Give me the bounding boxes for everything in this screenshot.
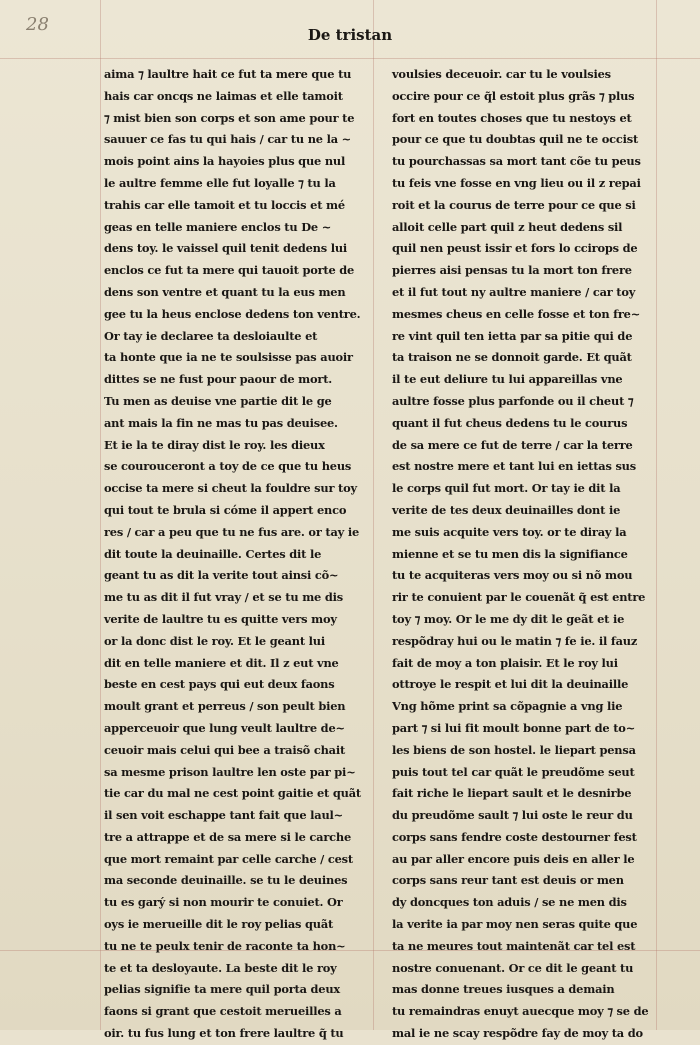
- text-line: il sen voit eschappe tant fait que laul~: [104, 808, 344, 823]
- text-line: respõdray hui ou le matin ⁊ fe ie. il fauz: [392, 633, 638, 648]
- text-line: trahis car elle tamoit et tu loccis et mé: [104, 197, 345, 212]
- text-line: ottroye le respit et lui dit la deuinaille: [392, 677, 629, 692]
- text-line: nostre conuenant. Or ce dit le geant tu: [392, 960, 634, 975]
- text-line: part ⁊ si lui fit moult bonne part de to~: [392, 720, 636, 735]
- text-line: alloit celle part quil z heut dedens sil: [392, 219, 623, 234]
- text-line: gee tu la heus enclose dedens ton ventre.: [104, 306, 361, 321]
- text-line: fait riche le liepart sault et le desnirbe: [392, 786, 632, 801]
- text-line: tu remaindras enuyt auecque moy ⁊ se de: [392, 1004, 649, 1019]
- text-line: au par aller encore puis deis en aller le: [392, 851, 635, 866]
- text-line: dens son ventre et quant tu la eus men: [104, 284, 346, 299]
- text-line: fort en toutes choses que tu nestoys et: [392, 110, 632, 125]
- text-line: geant tu as dit la verite tout ainsi cõ~: [104, 568, 339, 583]
- text-line: ceuoir mais celui qui bee a traisõ chait: [104, 742, 346, 757]
- text-line: tre a attrappe et de sa mere si le carche: [104, 829, 351, 844]
- text-line: enclos ce fut ta mere qui tauoit porte de: [104, 263, 355, 278]
- text-line: sa mesme prison laultre len oste par pi~: [104, 764, 356, 779]
- ruling-line: [656, 0, 657, 1030]
- text-line: ant mais la fin ne mas tu pas deuisee.: [104, 415, 338, 430]
- text-line: pelias signifie ta mere quil porta deux: [104, 982, 341, 997]
- text-line: tu feis vne fosse en vng lieu ou il z repai: [392, 175, 641, 190]
- ruling-line: [0, 58, 700, 59]
- text-line: voulsies deceuoir. car tu le voulsies: [392, 67, 611, 81]
- text-line: puis tout tel car quãt le preudõme seut: [392, 764, 635, 779]
- text-line: pour ce que tu doubtas quil ne te occist: [392, 132, 639, 147]
- text-line: oys ie merueille dit le roy pelias quãt: [104, 917, 334, 932]
- text-line: Tu men as deuise vne partie dit le ge: [104, 393, 332, 408]
- text-line: oir. tu fus lung et ton frere laultre q̃ tu: [104, 1026, 344, 1041]
- text-line: sauuer ce fas tu qui hais / car tu ne la ~: [104, 132, 352, 147]
- text-line: faons si grant que cestoit merueilles a: [104, 1004, 342, 1019]
- text-line: te et ta desloyaute. La beste dit le roy: [104, 960, 337, 975]
- text-line: fait de moy a ton plaisir. Et le roy lui: [392, 655, 618, 670]
- text-line: Vng hõme print sa cõpagnie a vng lie: [392, 699, 623, 714]
- text-line: moult grant et perreus / son peult bien: [104, 699, 346, 714]
- text-line: mal ie ne scay respõdre fay de moy ta do: [392, 1026, 643, 1041]
- text-line: mienne et se tu men dis la signifiance: [392, 546, 628, 561]
- text-line: est nostre mere et tant lui en iettas sus: [392, 459, 636, 474]
- text-line: mois point ains la hayoies plus que nul: [104, 154, 346, 169]
- text-line: me tu as dit il fut vray / et se tu me dis: [104, 590, 343, 605]
- text-line: aima ⁊ laultre hait ce fut ta mere que tu: [104, 67, 352, 81]
- text-line: roit et la courus de terre pour ce que si: [392, 197, 636, 212]
- text-line: aultre fosse plus parfonde ou il cheut ⁊: [392, 393, 634, 408]
- text-line: rir te conuient par le couenãt q̃ est entre: [392, 590, 646, 605]
- text-line: la verite ia par moy nen seras quite que: [392, 917, 638, 932]
- text-line: corps sans fendre coste destourner fest: [392, 829, 637, 844]
- text-line: ta honte que ia ne te soulsisse pas auoir: [104, 350, 353, 365]
- text-line: toy ⁊ moy. Or le me dy dit le geãt et ie: [392, 611, 625, 626]
- text-line: quant il fut cheus dedens tu le courus: [392, 415, 628, 430]
- text-line: verite de laultre tu es quitte vers moy: [104, 611, 337, 626]
- text-line: que mort remaint par celle carche / cest: [104, 851, 353, 866]
- text-line: les biens de son hostel. le liepart pensa: [392, 742, 636, 757]
- text-line: occise ta mere si cheut la fouldre sur toy: [104, 481, 357, 496]
- left-text-column: [104, 64, 366, 1045]
- text-line: corps sans reur tant est deuis or men: [392, 873, 624, 888]
- text-line: le aultre femme elle fut loyalle ⁊ tu la: [104, 175, 336, 190]
- text-line: verite de tes deux deuinailles dont ie: [392, 502, 621, 517]
- text-line: Or tay ie declaree ta desloiaulte et: [104, 328, 318, 343]
- text-line: dens toy. le vaissel quil tenit dedens lui: [104, 241, 348, 256]
- text-line: dittes se ne fust pour paour de mort.: [104, 372, 333, 387]
- text-line: tu es garý si non mourir te conuiet. Or: [104, 895, 343, 910]
- text-line: Et ie la te diray dist le roy. les dieux: [104, 437, 325, 452]
- text-line: ma seconde deuinaille. se tu le deuines: [104, 873, 348, 888]
- text-line: apperceuoir que lung veult laultre de~: [104, 720, 345, 735]
- text-line: du preudõme sault ⁊ lui oste le reur du: [392, 808, 633, 823]
- text-line: mesmes cheus en celle fosse et ton fre~: [392, 306, 641, 321]
- text-line: beste en cest pays qui eut deux faons: [104, 677, 335, 692]
- ruling-line: [373, 0, 374, 1030]
- text-line: or la donc dist le roy. Et le geant lui: [104, 633, 325, 648]
- text-line: re vint quil ten ietta par sa pitie qui de: [392, 328, 633, 343]
- text-line: res / car a peu que tu ne fus are. or tay ie: [104, 524, 359, 539]
- text-line: dit en telle maniere et dit. Il z eut vne: [104, 655, 339, 670]
- text-line: dy doncques ton aduis / se ne men dis: [392, 895, 627, 910]
- text-line: il te eut deliure tu lui appareillas vne: [392, 372, 623, 387]
- text-line: tu te acquiteras vers moy ou si nõ mou: [392, 568, 633, 583]
- running-head: De tristan: [307, 26, 393, 44]
- text-line: se courouceront a toy de ce que tu heus: [104, 459, 352, 474]
- text-line: qui tout te brula si cóme il appert enco: [104, 502, 347, 517]
- text-line: de sa mere ce fut de terre / car la terre: [392, 437, 633, 452]
- right-text-column: [392, 64, 654, 1045]
- text-line: tu ne te peulx tenir de raconte ta hon~: [104, 938, 346, 953]
- text-line: hais car oncqs ne laimas et elle tamoit: [104, 88, 343, 103]
- text-line: ta ne meures tout maintenãt car tel est: [392, 938, 636, 953]
- text-line: pierres aisi pensas tu la mort ton frere: [392, 263, 632, 278]
- text-line: quil nen peust issir et fors lo ccirops de: [392, 241, 638, 256]
- text-line: mas donne treues iusques a demain: [392, 982, 615, 997]
- text-line: ta traison ne se donnoit garde. Et quãt: [392, 350, 632, 365]
- text-line: et il fut tout ny aultre maniere / car toy: [392, 284, 636, 299]
- text-line: le corps quil fut mort. Or tay ie dit la: [392, 481, 621, 496]
- folio-number: 28: [26, 14, 49, 35]
- text-line: dit toute la deuinaille. Certes dit le: [104, 546, 322, 561]
- text-line: geas en telle maniere enclos tu De ~: [104, 219, 332, 234]
- text-line: me suis acquite vers toy. or te diray la: [392, 524, 627, 539]
- text-line: tie car du mal ne cest point gaitie et quãt: [104, 786, 361, 801]
- text-line: ⁊ mist bien son corps et son ame pour te: [104, 110, 355, 125]
- ruling-line: [100, 0, 101, 1030]
- text-line: tu pourchassas sa mort tant cõe tu peus: [392, 154, 641, 169]
- text-line: occire pour ce q̃l estoit plus grãs ⁊ plus: [392, 88, 635, 103]
